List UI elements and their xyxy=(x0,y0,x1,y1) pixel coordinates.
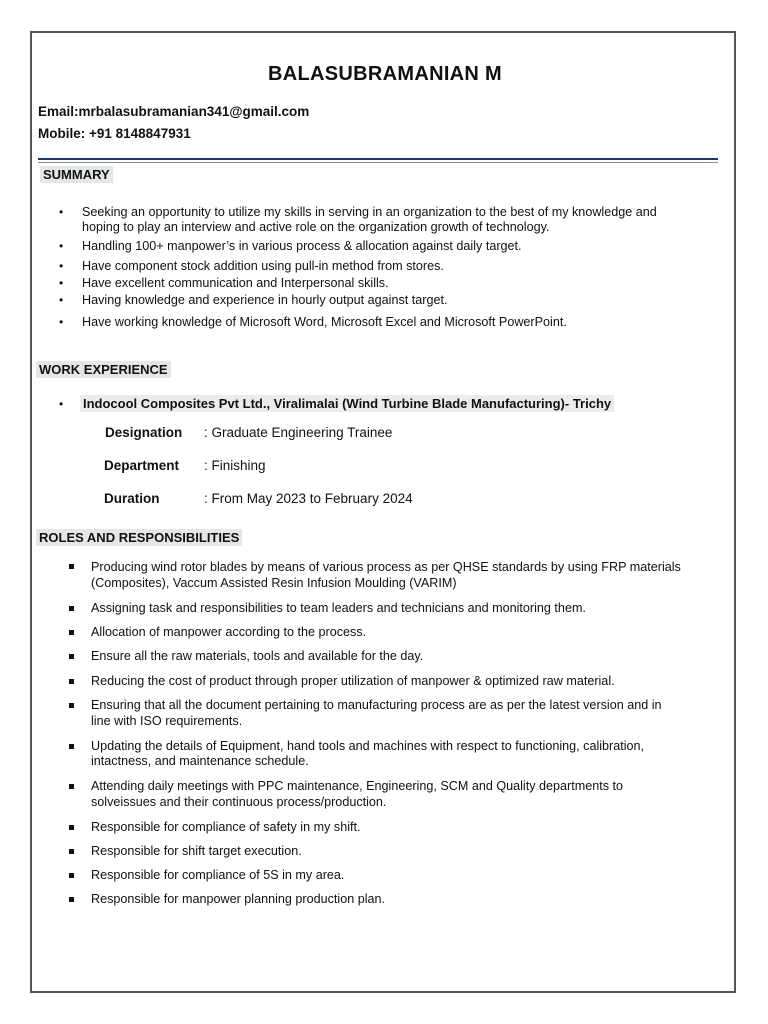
summary-item: Have excellent communication and Interpersonal skills. xyxy=(82,276,389,290)
role-item: Responsible for shift target execution. xyxy=(91,844,302,858)
bullet-dot: • xyxy=(59,293,64,307)
summary-item: Having knowledge and experience in hourly output against target. xyxy=(82,293,448,307)
role-item: Producing wind rotor blades by means of various process as per QHSE standards by using FRP materials xyxy=(91,560,681,574)
bullet-dot: • xyxy=(59,205,64,219)
bullet-dot: • xyxy=(59,276,64,290)
role-item: Ensuring that all the document pertaining to manufacturing process are as per the latest version and in xyxy=(91,698,662,712)
designation-label: Designation xyxy=(105,425,183,440)
work-experience-heading: WORK EXPERIENCE xyxy=(36,361,171,378)
bullet-square xyxy=(69,784,74,789)
candidate-name: BALASUBRAMANIAN M xyxy=(268,63,502,85)
bullet-dot: • xyxy=(59,397,64,411)
role-item: Responsible for manpower planning production plan. xyxy=(91,892,386,906)
bullet-dot: • xyxy=(59,239,64,253)
bullet-square xyxy=(69,564,74,569)
summary-item: Have working knowledge of Microsoft Word, Microsoft Excel and Microsoft PowerPoint. xyxy=(82,315,567,329)
duration-value: : From May 2023 to February 2024 xyxy=(204,491,413,506)
resume-page xyxy=(30,31,736,993)
mobile-line: Mobile: +91 8148847931 xyxy=(38,126,191,141)
role-item: Responsible for compliance of safety in my shift. xyxy=(91,820,361,834)
role-item-cont: line with ISO requirements. xyxy=(91,714,243,728)
header-divider xyxy=(38,158,718,160)
role-item: Reducing the cost of product through proper utilization of manpower & optimized raw material. xyxy=(91,674,615,688)
duration-label: Duration xyxy=(104,491,160,506)
role-item: Ensure all the raw materials, tools and available for the day. xyxy=(91,649,424,663)
bullet-square xyxy=(69,897,74,902)
role-item: Updating the details of Equipment, hand tools and machines with respect to functioning, calibration, xyxy=(91,739,645,753)
department-label: Department xyxy=(104,458,180,473)
bullet-dot: • xyxy=(59,259,64,273)
role-item-cont: solveissues and their continuous process/production. xyxy=(91,795,387,809)
bullet-square xyxy=(69,825,74,830)
designation-value: : Graduate Engineering Trainee xyxy=(204,425,393,440)
bullet-square xyxy=(69,679,74,684)
summary-item-cont: hoping to play an interview and active role on the organization growth of technology. xyxy=(82,220,550,234)
bullet-square xyxy=(69,744,74,749)
bullet-square xyxy=(69,703,74,708)
bullet-square xyxy=(69,630,74,635)
summary-heading: SUMMARY xyxy=(40,166,113,183)
bullet-square xyxy=(69,849,74,854)
header-divider-thin xyxy=(38,162,718,163)
department-value: : Finishing xyxy=(204,458,266,473)
summary-item: Handling 100+ manpower’s in various process & allocation against daily target. xyxy=(82,239,522,253)
role-item: Allocation of manpower according to the process. xyxy=(91,625,367,639)
roles-heading: ROLES AND RESPONSIBILITIES xyxy=(36,529,242,546)
role-item: Assigning task and responsibilities to team leaders and technicians and monitoring them. xyxy=(91,601,586,615)
summary-item: Seeking an opportunity to utilize my skills in serving in an organization to the best of my knowledge and xyxy=(82,205,657,219)
role-item: Responsible for compliance of 5S in my area. xyxy=(91,868,345,882)
role-item: Attending daily meetings with PPC maintenance, Engineering, SCM and Quality departments to xyxy=(91,779,624,793)
summary-item: Have component stock addition using pull-in method from stores. xyxy=(82,259,444,273)
bullet-square xyxy=(69,873,74,878)
bullet-square xyxy=(69,654,74,659)
email-line: Email:mrbalasubramanian341@gmail.com xyxy=(38,104,310,119)
role-item-cont: intactness, and maintenance schedule. xyxy=(91,754,309,768)
bullet-dot: • xyxy=(59,315,64,329)
bullet-square xyxy=(69,606,74,611)
role-item-cont: (Composites), Vaccum Assisted Resin Infusion Moulding (VARIM) xyxy=(91,576,457,590)
company-name: Indocool Composites Pvt Ltd., Viralimalai (Wind Turbine Blade Manufacturing)- Trichy xyxy=(80,395,614,412)
